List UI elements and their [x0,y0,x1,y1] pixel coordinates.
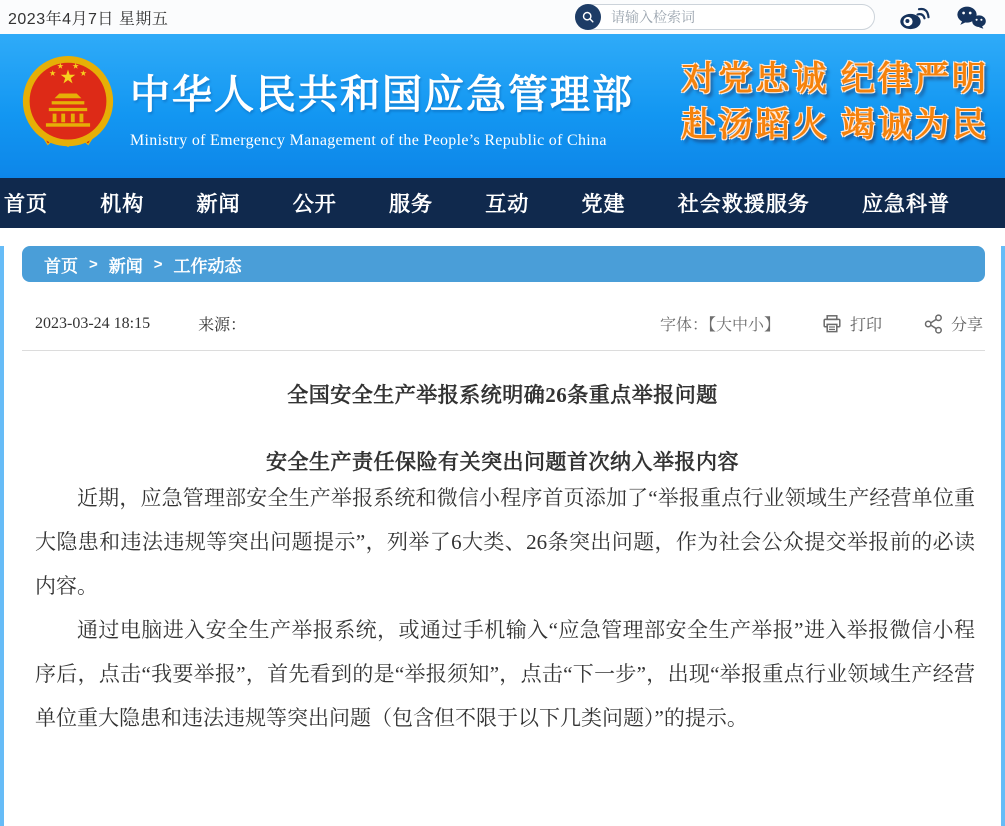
breadcrumb [22,246,985,282]
source-label: 来源： [198,317,247,334]
nav-item-emergency-science[interactable]: 应急科普 [862,193,950,216]
top-utility-bar [0,0,1005,34]
slogan-line-2: 赴汤蹈火 竭诚为民 [681,107,989,144]
print-label: 打印 [849,317,882,334]
share-button[interactable] [924,312,983,335]
nav-item-party-building[interactable]: 党建 [581,193,626,216]
social-links [899,5,987,30]
nav-item-home[interactable]: 首页 [4,193,48,216]
nav-item-services[interactable]: 服务 [389,193,433,216]
print-button[interactable] [822,312,882,335]
nav-item-news[interactable]: 新闻 [196,193,241,216]
slogan-line-1: 对党忠诚 纪律严明 [681,61,989,98]
share-icon [924,314,943,334]
masthead-home-link[interactable] [130,63,634,150]
printer-icon [822,314,842,334]
search-button[interactable] [575,4,601,30]
publish-datetime: 2023-03-24 18:15 [35,314,151,332]
slogan-banner [682,57,992,149]
site-search [575,4,875,30]
article-title-line-2: 安全生产责任保险有关突出问题首次纳入举报内容 [266,450,739,474]
weibo-icon [899,5,930,30]
nav-item-organization[interactable]: 机构 [100,193,145,216]
national-emblem [20,53,116,157]
breadcrumb-separator: > [153,255,163,273]
breadcrumb-separator: > [89,255,98,273]
content-area [0,246,1005,826]
article-body [4,476,1001,740]
site-title-english: Ministry of Emergency Management of the People’s Republic of China [130,131,607,149]
article-tools [660,312,983,335]
search-icon [580,9,596,25]
font-size-control[interactable]: 字体：【大中小】 [659,317,780,334]
meta-divider [22,350,985,351]
share-label: 分享 [950,317,983,334]
article-paragraph: 近期，应急管理部安全生产举报系统和微信小程序首页添加了“举报重点行业领域生产经营单位重大隐患和违法违规等突出问题提示”，列举了6大类、26条突出问题，作为社会公众提交举报前的必读内容。 [35,486,975,598]
article-title-line-1: 全国安全生产举报系统明确26条重点举报问题 [287,383,718,407]
nav-item-disclosure[interactable]: 公开 [292,193,337,216]
wechat-icon [956,5,987,30]
wechat-link[interactable] [956,5,987,30]
breadcrumb-news[interactable]: 新闻 [108,256,143,276]
site-masthead [0,34,1005,178]
article-meta-bar [35,312,983,335]
article-paragraph: 通过电脑进入安全生产举报系统，或通过手机输入“应急管理部安全生产举报”进入举报微信小程序后，点击“我要举报”，首先看到的是“举报须知”，点击“下一步”，出现“举报重点行业领域生产经营单位重大隐患和违法违规等突出问题（包含但不限于以下几类问题）”的提示。 [35,618,975,730]
search-input[interactable] [601,9,874,25]
breadcrumb-current[interactable]: 工作动态 [173,256,242,276]
nav-item-social-rescue[interactable]: 社会救援服务 [677,193,810,216]
site-title: 中华人民共和国应急管理部 [130,72,634,117]
breadcrumb-home[interactable]: 首页 [44,256,78,276]
nav-item-interaction[interactable]: 互动 [485,193,530,216]
current-date: 2023年4月7日 星期五 [8,10,169,28]
main-navigation [0,178,1005,228]
weibo-link[interactable] [899,5,930,30]
